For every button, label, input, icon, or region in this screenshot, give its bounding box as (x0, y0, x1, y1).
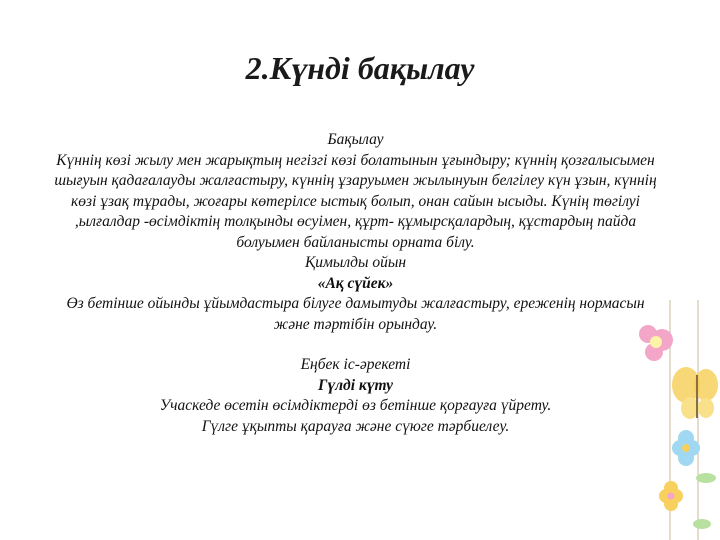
butterfly-icon (672, 367, 718, 419)
labor-activity-name: Гүлді күту (317, 376, 394, 394)
game-name: «Ақ сүйек» (317, 274, 394, 292)
labor-heading: Еңбек іс-әрекеті (300, 356, 411, 373)
flower-butterfly-decoration (610, 300, 720, 540)
labor-goal-1: Учаскеде өсетін өсімдіктерді өз бетінше қорғауға үйрету. (159, 397, 552, 414)
labor-goal-2: Гүлге ұқыпты қарауға және сүюге тәрбиелеу. (201, 417, 510, 435)
observation-heading: Бақылау (327, 131, 384, 148)
yellow-flower-icon (659, 481, 683, 511)
slide-body (48, 130, 663, 437)
game-goal: Өз бетінше ойынды ұйымдастыра білуге дамытуды жалғастыру, ереженің нормасын және тәртібін орындау. (66, 295, 645, 333)
pink-flower-icon (639, 325, 673, 361)
blue-flower-icon (672, 430, 700, 466)
green-leaves-icon (693, 473, 716, 529)
observation-paragraph: Күннің көзі жылу мен жарықтың негізгі көзі болатынын ұғындыру; күннің қозғалысымен шығуын қадағалауды жалғастыру, күннің ұзаруымен жылынуын белгілеу күн ұзын, күннің көзі ұзақ тұрады, жоғары көтерілсе ыстық болып, онан сайын ысыды. Күнің төгілуі ,ылғалдар -өсімдіктің толқынды өсуімен, құрт- құмырсқалардың, құстардың пайда болуымен байланысты орната білу. (54, 151, 657, 251)
active-game-heading: Қимылды ойын (304, 254, 407, 271)
slide-title: 2.Күнді бақылау (245, 50, 475, 86)
